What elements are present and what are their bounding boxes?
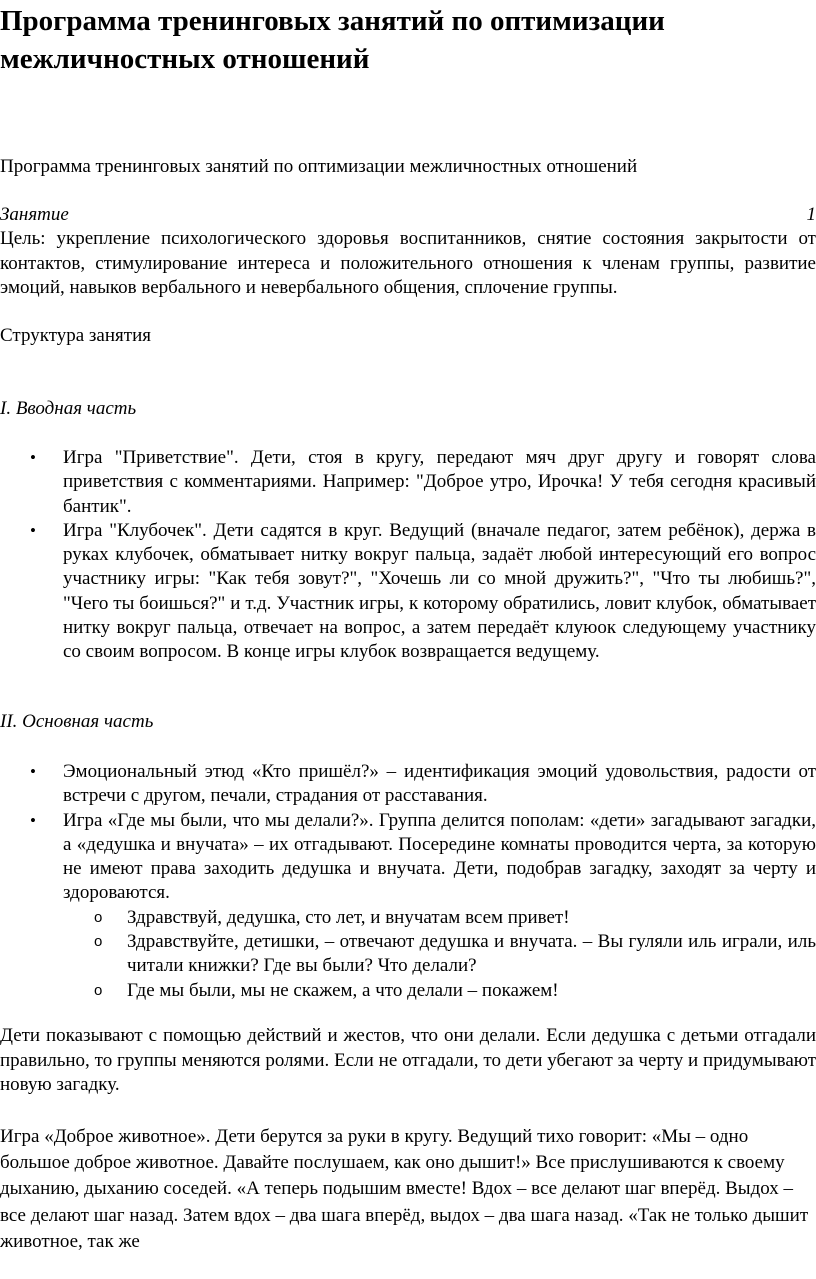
lesson-number: 1 <box>806 204 816 225</box>
section2-heading: II. Основная часть <box>0 711 154 732</box>
sub-list-item: o Здравствуйте, детишки, – отвечают дедушка и внучата. – Вы гуляли иль играли, иль читали книжки? Где вы были? Что делали? <box>63 930 816 979</box>
list-item-text: Игра «Где мы были, что мы делали?». Группа делится пополам: «дети» загадывают загадки, а «дедушка и внучата» – их отгадывают. Посередине комнаты проводится черта, за которую не имеют права заходить дедушка и внучата. Дети, подобрав загадку, заходят за черту и здороваются. <box>63 809 816 904</box>
goal-paragraph: Цель: укрепление психологического здоровья воспитанников, снятие состояния закрытости от контактов, стимулирование интереса и положительного отношения к членам группы, развитие эмоций, навыков вербального и невербального общения, сплочение группы. <box>0 228 816 298</box>
list-item <box>0 809 816 1003</box>
section1-list <box>0 446 816 665</box>
dialogue-sublist <box>63 906 816 1003</box>
section1-heading: I. Вводная часть <box>0 398 137 419</box>
paragraph: Игра «Доброе животное». Дети берутся за руки в кругу. Ведущий тихо говорит: «Мы – одно большое доброе животное. Давайте послушаем, как оно дышит!» Все прислушиваются к своему дыханию, дыханию соседей. «А теперь подышим вместе! Вдох – все делают шаг вперёд. Выдох – все делают шаг назад. Затем вдох – два шага вперёд, выдох – два шага назад. «Так не только дышит животное, так же <box>0 1126 809 1252</box>
sub-list-item: o Здравствуй, дедушка, сто лет, и внучатам всем привет! <box>63 906 816 930</box>
sub-list-item: o Где мы были, мы не скажем, а что делали – покажем! <box>63 979 816 1003</box>
structure-heading: Структура занятия <box>0 325 151 346</box>
paragraph: Дети показывают с помощью действий и жестов, что они делали. Если дедушка с детьми отгадали правильно, то группы меняются ролями. Если не отгадали, то дети убегают за черту и придумывают новую загадку. <box>0 1025 816 1095</box>
section2-list <box>0 760 816 1003</box>
document-subtitle: Программа тренинговых занятий по оптимизации межличностных отношений <box>0 156 638 177</box>
list-item: • Эмоциональный этюд «Кто пришёл?» – идентификация эмоций удовольствия, радости от встречи с другом, печали, страдания от расставания. <box>0 760 816 809</box>
lesson-label: Занятие <box>0 204 69 225</box>
list-item: • Игра "Клубочек". Дети садятся в круг. Ведущий (вначале педагог, затем ребёнок), держа в руках клубочек, обматывает нитку вокруг пальца, задаёт любой интересующий его вопрос участнику игры: "Как тебя зовут?", "Хочешь ли со мной дружить?", "Что ты любишь?", "Чего ты боишься?" и т.д. Участник игры, к которому обратились, ловит клубок, обматывает нитку вокруг пальца, отвечает на вопрос, а затем передаёт клуюок следующему участнику со своим вопросом. В конце игры клубок возвращается ведущему. <box>0 519 816 665</box>
document-title: Программа тренинговых занятий по оптимизации межличностных отношений <box>0 5 665 75</box>
list-item: • Игра "Приветствие". Дети, стоя в кругу, передают мяч друг другу и говорят слова приветствия с комментариями. Например: "Доброе утро, Ирочка! У тебя сегодня красивый бантик". <box>0 446 816 519</box>
lesson-row <box>0 203 816 227</box>
